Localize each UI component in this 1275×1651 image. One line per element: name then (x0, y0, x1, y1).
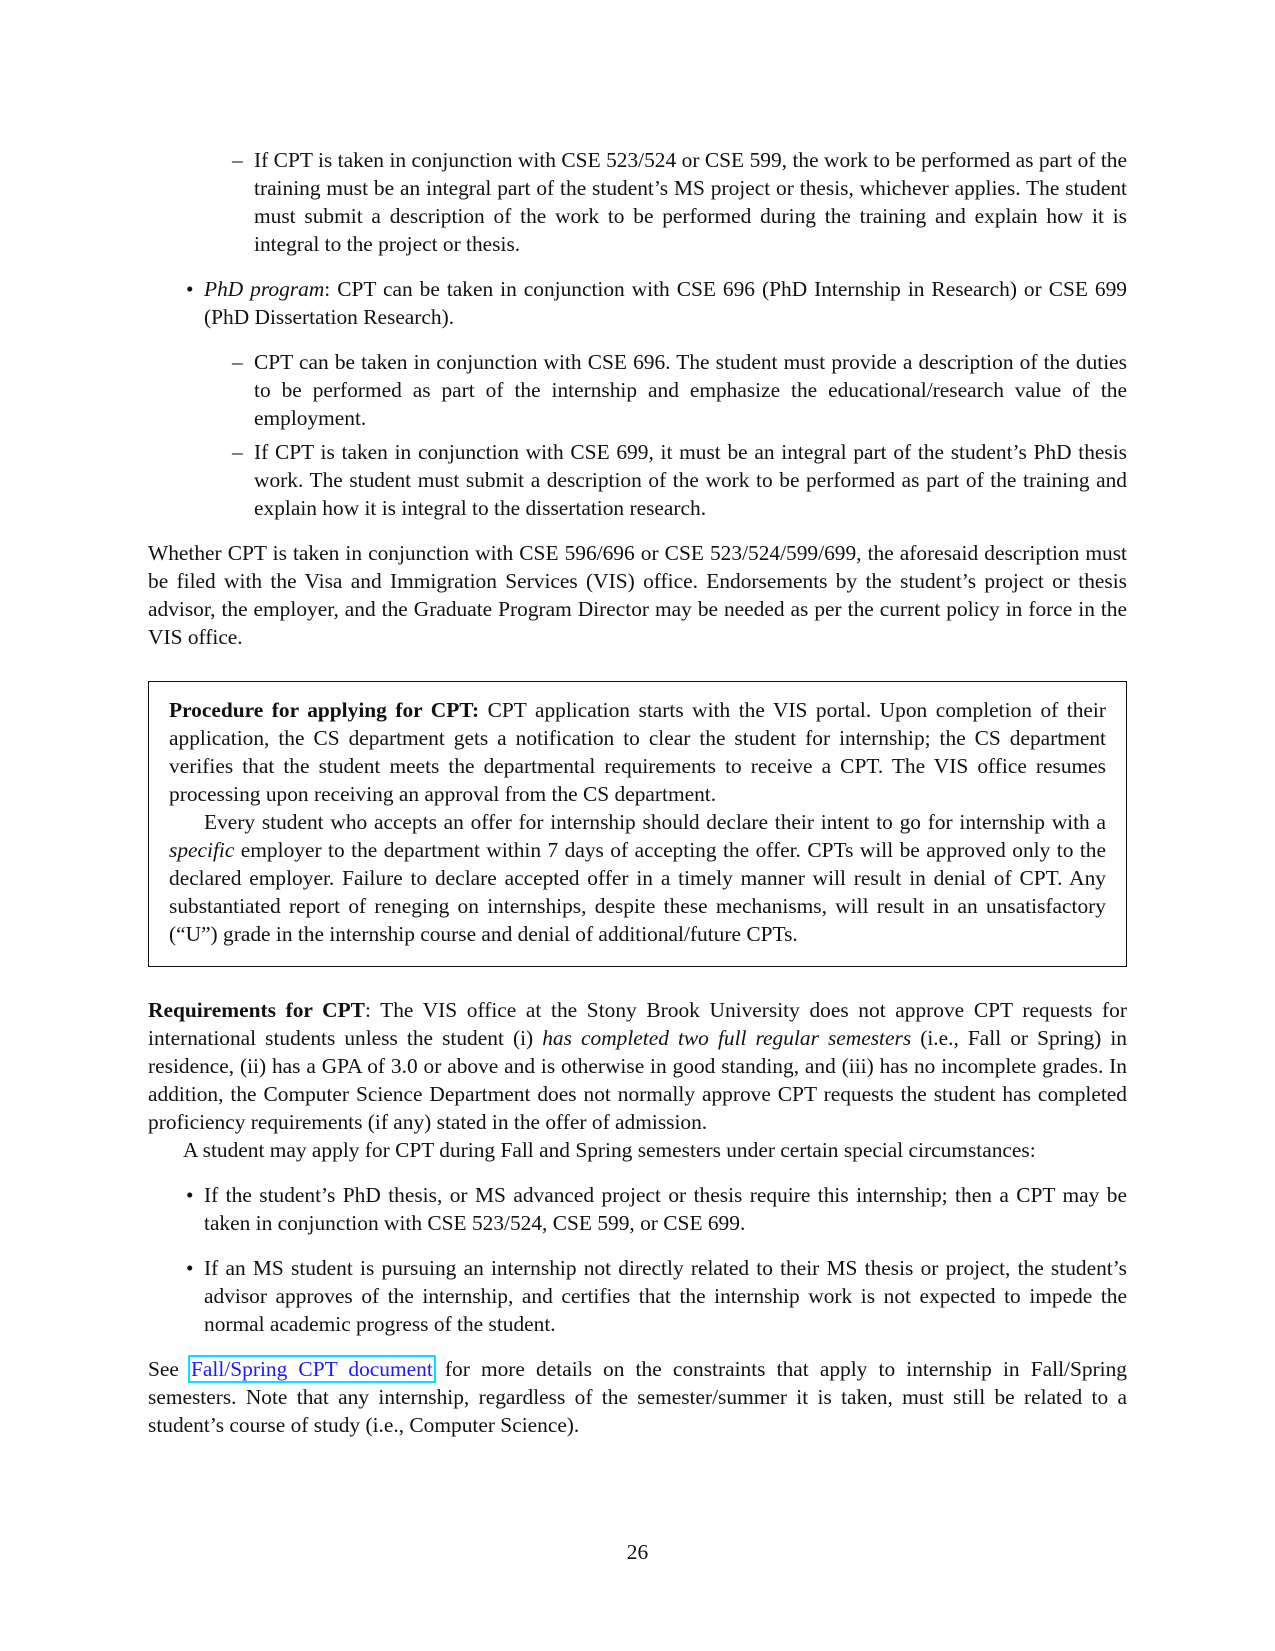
procedure-heading: Procedure for applying for CPT: (169, 698, 480, 722)
dash-marker: – (232, 148, 243, 172)
procedure-paragraph (169, 696, 1106, 808)
ms-cpt-sub-item (148, 146, 1127, 258)
declaration-text-1: Every student who accepts an offer for internship should declare their intent to go for internship with a (204, 810, 1106, 834)
phd-program-item (148, 275, 1127, 331)
requirements-text-2: (i.e., Fall or Spring) in residence, (ii) has a GPA of 3.0 or above and is otherwise in good standing, and (iii) has no incomplete grades. In addition, the Computer Science Department does not normally approve CPT requests the student has completed proficiency requirements (if any) stated in the offer of admission. (148, 1026, 1127, 1134)
document-page (148, 146, 1127, 1439)
circumstance-item-thesis (148, 1181, 1127, 1237)
bullet-marker: • (186, 1183, 194, 1207)
see-text-2: for more details on the constraints that apply to internship in Fall/Spring semesters. Note that any internship, regardless of the semester/summer it is taken, must still be related to a student’s course of study (i.e., Computer Science). (148, 1357, 1127, 1437)
declaration-text-2: employer to the department within 7 days of accepting the offer. CPTs will be approved only to the declared employer. Failure to declare accepted offer in a timely manner will result in denial of CPT. Any substantiated report of reneging on internships, despite these mechanisms, will result in an unsatisfactory (“U”) grade in the internship course and denial of additional/future CPTs. (169, 838, 1106, 946)
phd-sub-item-696 (148, 348, 1127, 432)
dash-marker: – (232, 350, 243, 374)
see-document-paragraph (148, 1355, 1127, 1439)
fall-spring-cpt-document-link[interactable]: Fall/Spring CPT document (191, 1357, 433, 1381)
see-text-1: See (148, 1357, 191, 1381)
circumstance-text: If the student’s PhD thesis, or MS advanced project or thesis require this internship; then a CPT may be taken in conjunction with CSE 523/524, CSE 599, or CSE 699. (204, 1183, 1127, 1235)
procedure-text: CPT application starts with the VIS portal. Upon completion of their application, the CS department gets a notification to clear the student for internship; the CS department verifies that the student meets the departmental requirements to receive a CPT. The VIS office resumes processing upon receiving an approval from the CS department. (169, 698, 1106, 806)
description-filing-paragraph: Whether CPT is taken in conjunction with CSE 596/696 or CSE 523/524/599/699, the aforesaid description must be filed with the Visa and Immigration Services (VIS) office. Endorsements by the student’s project or thesis advisor, the employer, and the Graduate Program Director may be needed as per the current policy in force in the VIS office. (148, 541, 1127, 649)
bullet-marker: • (186, 277, 194, 301)
bullet-marker: • (186, 1256, 194, 1280)
procedure-box (148, 681, 1127, 967)
special-circumstances-paragraph: A student may apply for CPT during Fall and Spring semesters under certain special circumstances: (183, 1138, 1036, 1162)
declaration-paragraph (169, 808, 1106, 948)
dash-marker: – (232, 440, 243, 464)
declaration-emphasis: specific (169, 838, 235, 862)
sub-item-text: If CPT is taken in conjunction with CSE 523/524 or CSE 599, the work to be performed as part of the training must be an integral part of the student’s MS project or thesis, whichever applies. The student must submit a description of the work to be performed during the training and explain how it is integral to the project or thesis. (254, 148, 1127, 256)
circumstance-text: If an MS student is pursuing an internship not directly related to their MS thesis or project, the student’s advisor approves of the internship, and certifies that the internship work is not expected to impede the normal academic progress of the student. (204, 1256, 1127, 1336)
circumstance-item-ms-unrelated (148, 1254, 1127, 1338)
requirements-emphasis: has completed two full regular semesters (542, 1026, 912, 1050)
sub-item-text: CPT can be taken in conjunction with CSE 696. The student must provide a description of the duties to be performed as part of the internship and emphasize the educational/research value of the employment. (254, 350, 1127, 430)
requirements-text-1: : The VIS office at the Stony Brook University does not approve CPT requests for international students unless the student (i) (148, 998, 1128, 1050)
phd-program-text: : CPT can be taken in conjunction with CSE 696 (PhD Internship in Research) or CSE 699 (PhD Dissertation Research). (204, 277, 1128, 329)
phd-program-label: PhD program (204, 277, 325, 301)
requirements-paragraph (148, 996, 1127, 1136)
sub-item-text: If CPT is taken in conjunction with CSE 699, it must be an integral part of the student’s PhD thesis work. The student must submit a description of the work to be performed as part of the training and explain how it is integral to the dissertation research. (254, 440, 1127, 520)
page-number: 26 (626, 1540, 649, 1564)
phd-sub-item-699 (148, 438, 1127, 522)
requirements-heading: Requirements for CPT (148, 998, 365, 1022)
